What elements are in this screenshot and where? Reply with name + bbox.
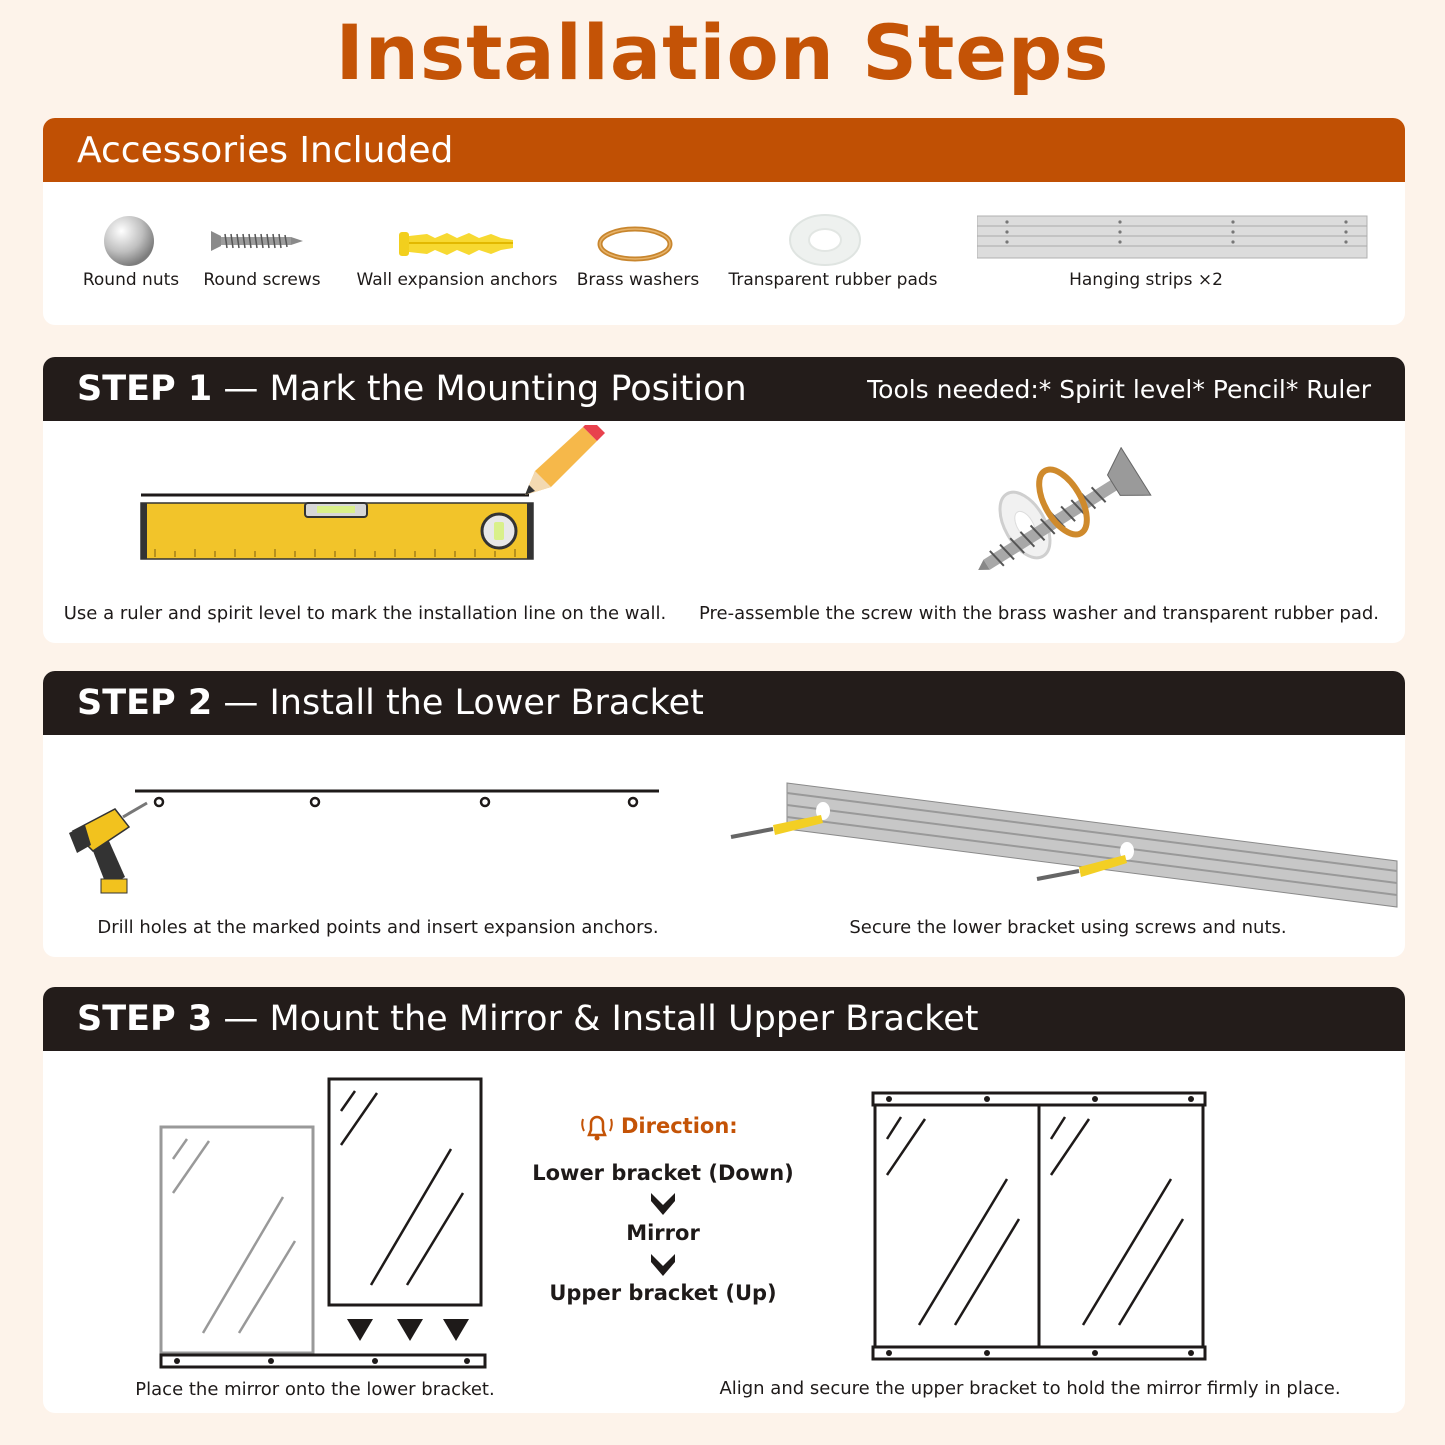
accessories-header: [43, 118, 1405, 182]
step1-header: [43, 357, 1405, 421]
secured-mirror-illustration: [869, 1089, 1213, 1361]
step3-caption-right: Align and secure the upper bracket to hold the mirror firmly in place.: [719, 1378, 1341, 1399]
pencil-icon: [525, 425, 605, 495]
brass-washer-icon: [597, 226, 673, 262]
accessory-label-brass-washers: Brass washers: [576, 270, 700, 290]
accessory-label-rubber-pads: Transparent rubber pads: [728, 270, 938, 290]
rubber-pad-icon: [787, 212, 863, 268]
step1-caption-left: Use a ruler and spirit level to mark the installation line on the wall.: [63, 603, 667, 624]
step2-heading: [77, 683, 704, 723]
accessory-label-round-nuts: Round nuts: [82, 270, 180, 290]
arrow-down-icon: [649, 1252, 677, 1278]
drill-icon: [69, 803, 147, 893]
step1-panel: [43, 357, 1405, 643]
step1-heading: [77, 369, 747, 409]
step1-tools: Tools needed:* Spirit level* Pencil* Ruler: [867, 374, 1371, 404]
bell-icon: [579, 1111, 615, 1143]
accessory-label-anchors: Wall expansion anchors: [356, 270, 558, 290]
direction-title: Direction:: [621, 1114, 738, 1138]
screw-icon: [209, 228, 305, 254]
step3-label: STEP 3: [77, 999, 213, 1039]
step2-label: STEP 2: [77, 683, 213, 723]
step1-title: — Mark the Mounting Position: [223, 369, 747, 409]
accessory-label-round-screws: Round screws: [203, 270, 321, 290]
step1-caption-right: Pre-assemble the screw with the brass washer and transparent rubber pad.: [698, 603, 1380, 624]
direction-step-mirror: Mirror: [626, 1221, 700, 1245]
step3-header: [43, 987, 1405, 1051]
step2-caption-left: Drill holes at the marked points and insert expansion anchors.: [97, 917, 659, 938]
step3-heading: [77, 999, 978, 1039]
screw-assembly-illustration: [963, 447, 1163, 587]
step3-panel: [43, 987, 1405, 1413]
round-nut-icon: [101, 214, 157, 268]
hanging-strip-icon: [977, 214, 1369, 262]
accessory-label-hanging-strips: Hanging strips ×2: [1069, 270, 1223, 290]
lower-bracket-illustration: [727, 779, 1399, 909]
accessories-panel: [43, 118, 1405, 325]
anchor-icon: [397, 228, 517, 260]
drill-holes-illustration: [63, 781, 663, 901]
arrow-down-icon: [649, 1191, 677, 1217]
direction-step-lower: Lower bracket (Down): [532, 1161, 794, 1185]
direction-step-upper: Upper bracket (Up): [549, 1281, 777, 1305]
mirror-placement-illustration: [155, 1075, 495, 1371]
step2-header: [43, 671, 1405, 735]
step2-caption-right: Secure the lower bracket using screws and nuts.: [849, 917, 1287, 938]
step1-label: STEP 1: [77, 369, 213, 409]
page-title: Installation Steps: [335, 8, 1110, 97]
step3-caption-left: Place the mirror onto the lower bracket.: [135, 1379, 495, 1400]
step2-title: — Install the Lower Bracket: [223, 683, 704, 723]
step3-title: — Mount the Mirror & Install Upper Bracket: [223, 999, 979, 1039]
accessories-header-label: Accessories Included: [77, 129, 454, 171]
step2-panel: [43, 671, 1405, 957]
spirit-level-illustration: [135, 425, 605, 565]
